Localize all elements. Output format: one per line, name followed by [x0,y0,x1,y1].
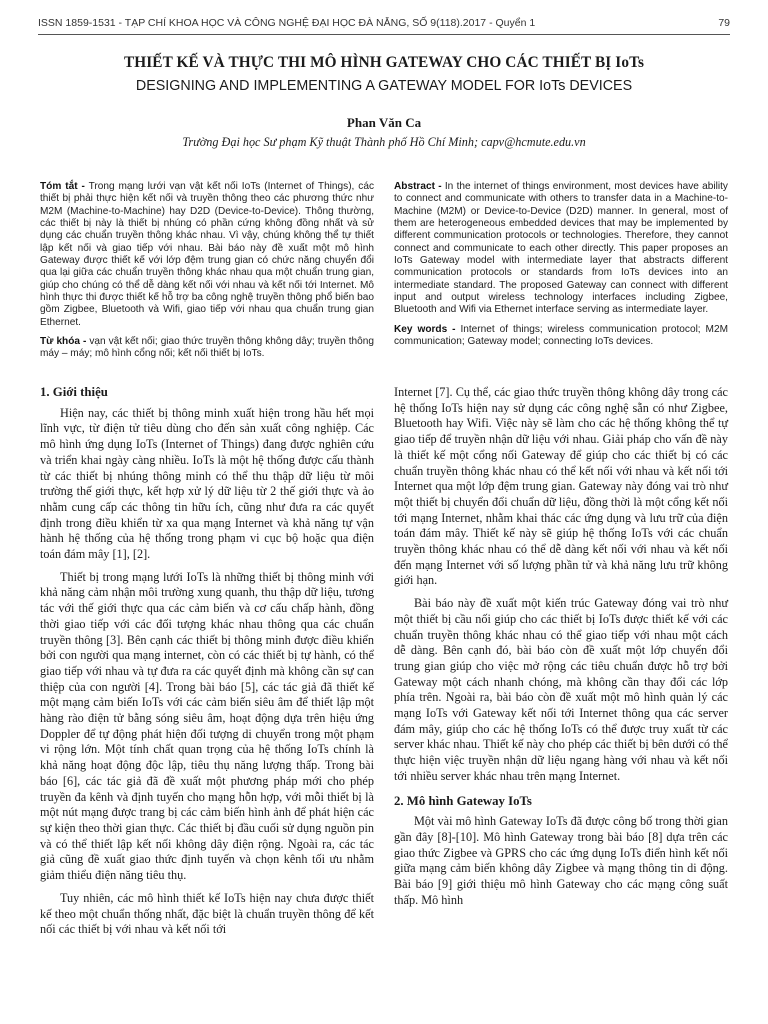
paragraph: Thiết bị trong mạng lưới IoTs là những thiết bị thông minh với khả năng cảm nhận môi trường xung quanh, thu thập dữ liệu, tương tác với thế giới thực qua các cảm biến và cơ cấu chấp hành, đồng thời giao tiếp với các đối tượng khác nhau thông qua các chuẩn truyền thông [3]. Bên cạnh các thiết bị thông minh được điều khiển bởi con người qua mạng internet, còn có các thiết bị tự hành, có thể giao tiếp với nhau và tự đưa ra các quyết định mà không cần sự can thiệp của con người [4]. Trong bài báo [5], các tác giả đã thiết kế một mạng cảm biến IoTs với các cảm biến siêu âm để thiết lập một hàng rào điện tử bằng sóng siêu âm, hoạt động dựa trên hiệu ứng Doppler để tự động phát hiện đối tượng di chuyển trong một phạm vi rộng lớn. Một tính chất quan trọng của hệ thống IoTs chính là khả năng hoạt động độc lập, tiêu thụ năng lượng thấp. Trong bài báo [6], các tác giả đã đề xuất một phương pháp mới cho phép truyền đa kênh và định tuyến cho mạng hỗn hợp, với mỗi thiết bị là một nút mạng được trang bị các cảm biến hình ảnh để phát hiện các sự kiện theo thời gian thực. Các thiết bị đầu cuối sử dụng nguồn pin và có thể thiết lập kết nối không dây điện rộng. Ngoài ra, các tác giả cũng đề xuất giao thức định tuyến và chọn kênh tối ưu nhằm giảm thiểu điện năng tiêu thụ. [40,569,374,883]
abstract-vi-text: Trong mạng lưới vạn vật kết nối IoTs (Internet of Things), các thiết bị phải thực hiện kết nối và truyền thông theo các phương thức như M2M (Machine-to-Machine) hay D2D (Device-to-Device). Thông thường, các thiết bị này là thiết bị nhúng có phần cứng không đồng nhất và sử dụng các chuẩn truyền thông khác nhau. Vì vậy, chúng không thể tự thiết lập kết nối và giao tiếp với nhau. Bài báo này đề xuất một mô hình Gateway được thiết kế với lớp đệm trung gian có chức năng chuyển đổi qua lại giữa các chuẩn truyền thông khác nhau qua một chuẩn trung gian, giúp cho chúng có thể dễ dàng kết nối với nhau và kết nối tới Internet. Mô hình thực thi được thiết kế hỗ trợ ba công nghệ truyền thông phổ biến bao gồm Zigbee, Bluetooth và Wifi, giao tiếp với nhau qua chuẩn trung gian Ethernet. [40,181,374,328]
paragraph: Một vài mô hình Gateway IoTs đã được công bố trong thời gian gần đây [8]-[10]. Mô hình Gateway trong bài báo [8] dựa trên các giao thức Zigbee và GPRS cho các ứng dụng IoTs điển hình kết nối giữa mạng cảm biến không dây Zigbee và mạng thông tin di động. Bài báo [9] giới thiệu mô hình Gateway cho các mạng công suất thấp. Mô hình [394,814,728,907]
keywords-en [394,324,728,349]
abstract-en-text: In the internet of things environment, most devices have ability to connect and communicate with others to transfer data in a Machine-to-Machine (M2M) or Device-to-Device (D2D) manner. In general, most of them are heterogeneous embedded devices that may be implemented by different communication protocols or technologies. Therefore, they cannot connect and communicate to each other directly. This paper proposes an IoTs Gateway model with intermediate layer that abstracts different communication protocols or standards from IoTs devices into an intermediate standard. The proposed Gateway can connect with different input and output wireless technology interfaces including Zigbee, Bluetooth and Wifi via Ethernet interface serving as intermediate layer. [394,181,728,316]
abstract-vietnamese [40,181,374,361]
paragraph: Tuy nhiên, các mô hình thiết kế IoTs hiện nay chưa được thiết kế theo một chuẩn thống nhất, đặc biệt là chuẩn truyền thông để kết nối các thiết bị với nhau và kết nối tới [40,890,374,937]
abstract-en-body [394,181,728,317]
keywords-vi [40,336,374,361]
abstract-en-label: Abstract - [394,181,442,192]
author-affiliation: Trường Đại học Sư phạm Kỹ thuật Thành phố Hồ Chí Minh; capv@hcmute.edu.vn [182,135,586,149]
left-column [40,385,374,945]
abstract-vi-label: Tóm tắt - [40,181,85,192]
title-vietnamese: THIẾT KẾ VÀ THỰC THI MÔ HÌNH GATEWAY CHO CÁC THIẾT BỊ IoTs [123,54,645,71]
section-2-heading: 2. Mô hình Gateway IoTs [394,793,532,808]
header-rule [38,34,730,35]
section-1-heading: 1. Giới thiệu [40,385,108,399]
paragraph: Hiện nay, các thiết bị thông minh xuất hiện trong hầu hết mọi lĩnh vực, từ điện tử tiêu dùng cho đến sản xuất công nghiệp. Các mô hình ứng dụng IoTs (Internet of Things) đang được nghiên cứu và triển khai ngày càng nhiều. IoTs là một hệ thống được cấu thành từ các thiết bị nhúng thông minh có thể thu thập dữ liệu từ môi trường thế giới thực, kết hợp xử lý dữ liệu từ 2 thế giới thực và ảo nhằm cung cấp các thông tin hữu ích, cũng như đưa ra các quyết định trong điều khiển từ xa qua mạng Internet và khả năng tự vận hành hệ thống của hệ thống trong phạm vi cục bộ hoặc qua điện toán đám mây [1], [2]. [40,405,374,562]
title-english: DESIGNING AND IMPLEMENTING A GATEWAY MODEL FOR IoTs DEVICES [135,78,633,94]
keywords-en-label: Key words - [394,323,456,335]
abstract-english [394,181,728,348]
paragraph: Internet [7]. Cụ thể, các giao thức truyền thông không dây trong các hệ thống IoTs hiện nay sử dụng các công nghệ sẵn có như Zigbee, Bluetooth hay Wifi. Việc này sẽ làm cho các hệ thống không thể tự giao tiếp để truyền nhận dữ liệu với nhau. Giải pháp cho vấn đề này là thiết kế một cổng nối Gateway để giúp cho các thiết bị có các chuẩn truyền thông khác nhau có thể kết nối với nhau và kết nối tới Internet qua một lớp đệm trung gian. Gateway này đóng vai trò như một thiết bị chuyển đổi chuẩn dữ liệu, đồng thời là một cổng kết nối tới mạng Internet, nhằm khai thác các ứng dụng và lưu trữ của điện toán đám mây. Thiết kế này sẽ giúp hệ thống IoTs với các chuẩn truyền thông khác nhau có thể dễ dàng kết nối với nhau và kết nối đến mạng Internet với số lượng phần tử và khả năng lưu trữ không giới hạn. [394,385,728,588]
paragraph: Bài báo này đề xuất một kiến trúc Gateway đóng vai trò như một thiết bị cầu nối giúp cho các thiết bị IoTs được thiết kế với các chuẩn truyền thông khác nhau có thể giao tiếp với nhau một cách dễ dàng. Bên cạnh đó, bài báo còn đề xuất một lớp chuyển đổi trung gian giúp cho việc mở rộng các tiêu chuẩn được hỗ trợ bởi Gateway một cách nhanh chóng, mà không cần thay đổi các lớp phía trên. Ngoài ra, bài báo còn đề xuất một mô hình quản lý các mạng IoTs với Gateway kết nối tới Internet thông qua các server đám mây, giúp cho các hệ thống IoTs có thể được truy xuất từ các server khác nhau. Thiết kế này cho phép các thiết bị bên dưới có thể thực hiện việc truyền nhận dữ liệu ngang hàng với nhau và kết nối tới nhiều server khác nhau trên mạng Internet. [394,596,728,783]
abstract-vi-body [40,181,374,329]
page-number: 79 [718,17,730,29]
keywords-en-text: Internet of things; wireless communication protocol; M2M communication; Gateway model; connecting IoTs devices. [394,323,728,348]
keywords-vi-text: vạn vật kết nối; giao thức truyền thông không dây; truyền thông máy – máy; mô hình cổng nối; kết nối thiết bị IoTs. [40,336,374,360]
keywords-vi-label: Từ khóa - [40,336,87,348]
right-column [394,385,728,916]
running-header [38,14,730,34]
journal-name: ISSN 1859-1531 - TẠP CHÍ KHOA HỌC VÀ CÔNG NGHỆ ĐẠI HỌC ĐÀ NẴNG, SỐ 9(118).2017 - Quyển 1 [38,17,536,29]
author-name: Phan Văn Ca [346,115,422,130]
